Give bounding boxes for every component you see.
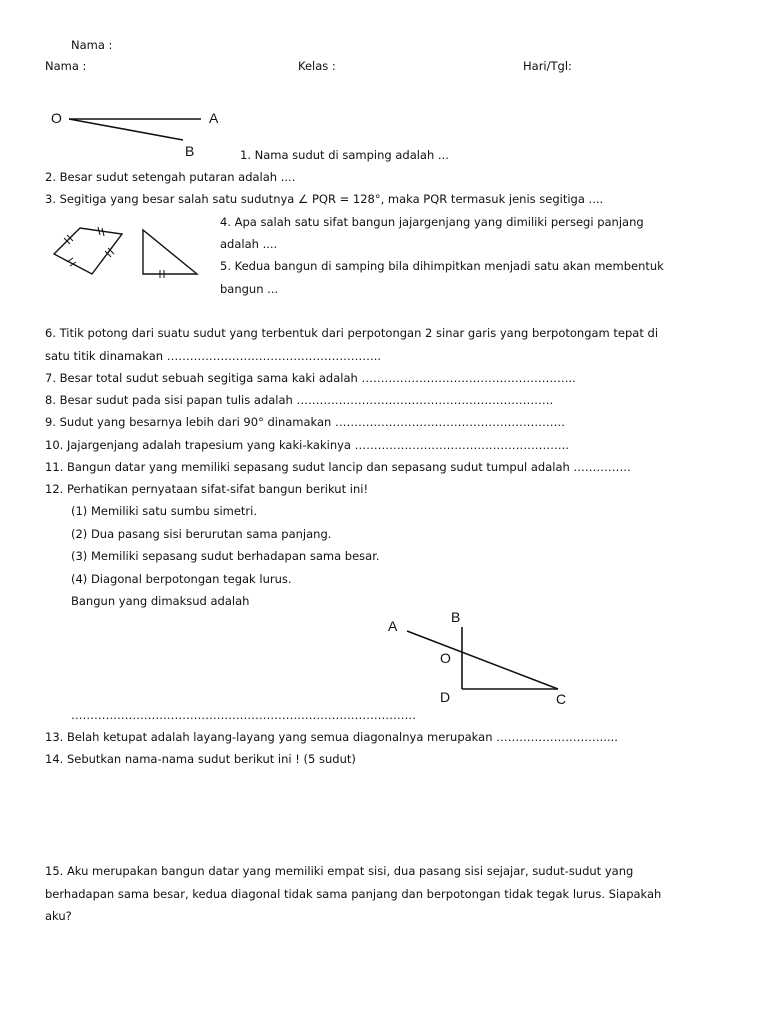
q12-item-2: (2) Dua pasang sisi berurutan sama panjang. [71, 527, 332, 541]
question-9: 9. Sudut yang besarnya lebih dari 90° dinamakan …………………………………………………… [45, 415, 566, 429]
question-4-line2: adalah .... [220, 237, 278, 251]
fig1-label-a: A [209, 110, 219, 126]
ray-ob [69, 119, 183, 140]
question-6-line2: satu titik dinamakan ……………………………………………….. [45, 349, 382, 363]
question-11: 11. Bangun datar yang memiliki sepasang sudut lancip dan sepasang sudut tumpul adalah …………… [45, 460, 631, 474]
rhombus-shape [54, 228, 122, 274]
question-10: 10. Jajargenjang adalah trapesium yang kaki-kakinya ……………………………………………….. [45, 438, 569, 452]
question-3: 3. Segitiga yang besar salah satu sudutnya ∠ PQR = 128°, maka PQR termasuk jenis segitiga .... [45, 192, 604, 206]
question-1: 1. Nama sudut di samping adalah ... [240, 148, 449, 162]
question-5-line1: 5. Kedua bangun di samping bila dihimpitkan menjadi satu akan membentuk [220, 259, 664, 273]
fig3-label-c: C [556, 691, 567, 707]
question-5-line2: bangun ... [220, 282, 279, 296]
fig1-label-b: B [185, 143, 195, 159]
q12-prompt: Bangun yang dimaksud adalah [71, 594, 250, 608]
q12-item-3: (3) Memiliki sepasang sudut berhadapan sama besar. [71, 549, 380, 563]
question-15-line1: 15. Aku merupakan bangun datar yang memiliki empat sisi, dua pasang sisi sejajar, sudut-sudut yang [45, 864, 634, 878]
shapes-figure [50, 222, 210, 284]
fig3-label-o: O [440, 650, 451, 666]
q12-item-4: (4) Diagonal berpotongan tegak lurus. [71, 572, 292, 586]
question-15-line2: berhadapan sama besar, kedua diagonal tidak sama panjang dan berpotongan tidak tegak lurus. Siapakah [45, 887, 662, 901]
q12-answer-line: ……………………………………………………………………………… [71, 708, 416, 722]
right-triangle-shape [143, 230, 197, 274]
question-15-line3: aku? [45, 909, 72, 923]
question-2: 2. Besar sudut setengah putaran adalah .... [45, 170, 296, 184]
question-4-line1: 4. Apa salah satu sifat bangun jajargenjang yang dimiliki persegi panjang [220, 215, 644, 229]
nama-label: Nama : [45, 59, 87, 73]
question-14: 14. Sebutkan nama-nama sudut berikut ini ! (5 sudut) [45, 752, 356, 766]
question-13: 13. Belah ketupat adalah layang-layang yang semua diagonalnya merupakan ………………………..... [45, 730, 618, 744]
question-12: 12. Perhatikan pernyataan sifat-sifat bangun berikut ini! [45, 482, 369, 496]
angle-aob-figure [40, 100, 240, 165]
question-8: 8. Besar sudut pada sisi papan tulis adalah …………………………………………………………. [45, 393, 554, 407]
kelas-label: Kelas : [298, 59, 336, 73]
angles-figure [380, 605, 580, 710]
line-ac [407, 631, 558, 689]
question-6-line1: 6. Titik potong dari suatu sudut yang terbentuk dari perpotongan 2 sinar garis yang berpotongam tepat di [45, 326, 659, 340]
question-7: 7. Besar total sudut sebuah segitiga sama kaki adalah ……………………………………………….. [45, 371, 576, 385]
hari-tgl-label: Hari/Tgl: [523, 59, 572, 73]
fig3-label-d: D [440, 689, 451, 705]
nama-label-top: Nama : [71, 38, 113, 52]
fig3-label-a: A [388, 618, 398, 634]
q12-item-1: (1) Memiliki satu sumbu simetri. [71, 504, 258, 518]
fig3-label-b: B [451, 609, 461, 625]
fig1-label-o: O [51, 110, 62, 126]
